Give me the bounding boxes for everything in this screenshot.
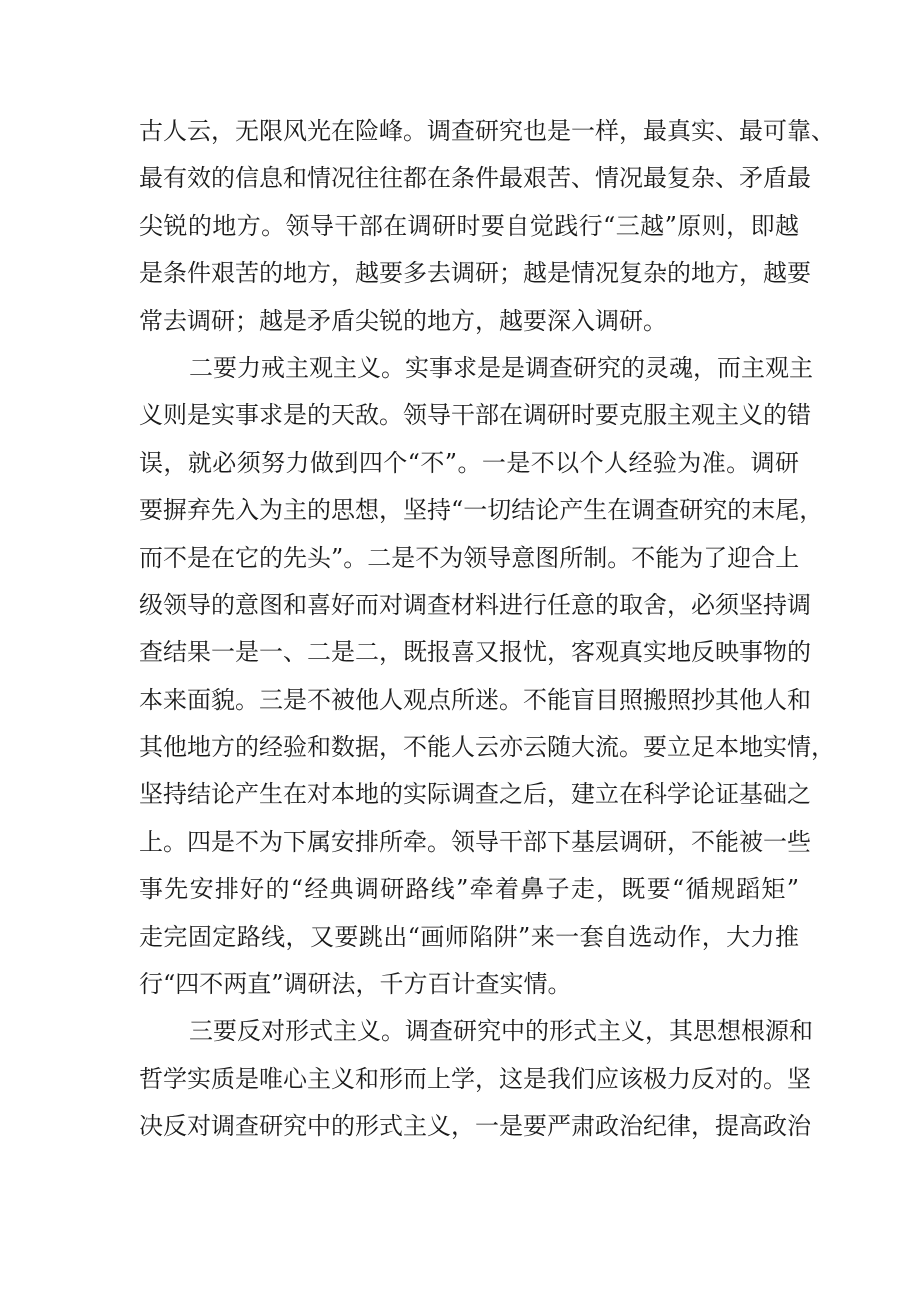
text-line: 尖锐的地方。领导干部在调研时要自觉践行“三越”原则，即越 xyxy=(139,211,799,240)
text-line: 而不是在它的先头”。二是不为领导意图所制。不能为了迎合上 xyxy=(139,543,800,572)
text-line: 行“四不两直”调研法，千方百计查实情。 xyxy=(139,970,572,999)
text-line: 级领导的意图和喜好而对调查材料进行任意的取舍，必须坚持调 xyxy=(139,590,811,619)
text-line: 其他地方的经验和数据，不能人云亦云随大流。要立足本地实情， xyxy=(139,733,835,762)
text-line: 古人云，无限风光在险峰。调查研究也是一样，最真实、最可靠、 xyxy=(139,117,835,145)
paragraph-3 xyxy=(139,1008,813,1150)
text-line: 哲学实质是唯心主义和形而上学，这是我们应该极力反对的。坚 xyxy=(139,1064,811,1093)
document-body xyxy=(139,108,835,1151)
text-line: 事先安排好的“经典调研路线”牵着鼻子走，既要“循规蹈矩” xyxy=(139,875,799,904)
paragraph-1 xyxy=(139,108,835,345)
paragraph-2 xyxy=(139,345,835,1008)
text-line: 常去调研；越是矛盾尖锐的地方，越要深入调研。 xyxy=(139,306,667,335)
text-line: 最有效的信息和情况往往都在条件最艰苦、情况最复杂、矛盾最 xyxy=(139,164,811,193)
text-line: 查结果一是一、二是二，既报喜又报忧，客观真实地反映事物的 xyxy=(139,638,811,667)
text-line: 走完固定路线，又要跳出“画师陷阱”来一套自选动作，大力推 xyxy=(139,922,799,951)
text-line: 决反对调查研究中的形式主义，一是要严肃政治纪律，提高政治 xyxy=(139,1112,811,1141)
text-line: 是条件艰苦的地方，越要多去调研；越是情况复杂的地方，越要 xyxy=(139,259,811,288)
text-line: 三要反对形式主义。调查研究中的形式主义，其思想根源和 xyxy=(189,1017,813,1046)
text-line: 误，就必须努力做到四个“不”。一是不以个人经验为准。调研 xyxy=(139,448,799,477)
text-line: 二要力戒主观主义。实事求是是调查研究的灵魂，而主观主 xyxy=(189,353,813,382)
text-line: 坚持结论产生在对本地的实际调查之后，建立在科学论证基础之 xyxy=(139,780,811,809)
text-line: 要摒弃先入为主的思想，坚持“一切结论产生在调查研究的末尾， xyxy=(139,496,824,525)
text-line: 本来面貌。三是不被他人观点所迷。不能盲目照搬照抄其他人和 xyxy=(139,685,811,714)
text-line: 上。四是不为下属安排所牵。领导干部下基层调研，不能被一些 xyxy=(139,827,811,856)
text-line: 义则是实事求是的天敌。领导干部在调研时要克服主观主义的错 xyxy=(139,401,811,430)
